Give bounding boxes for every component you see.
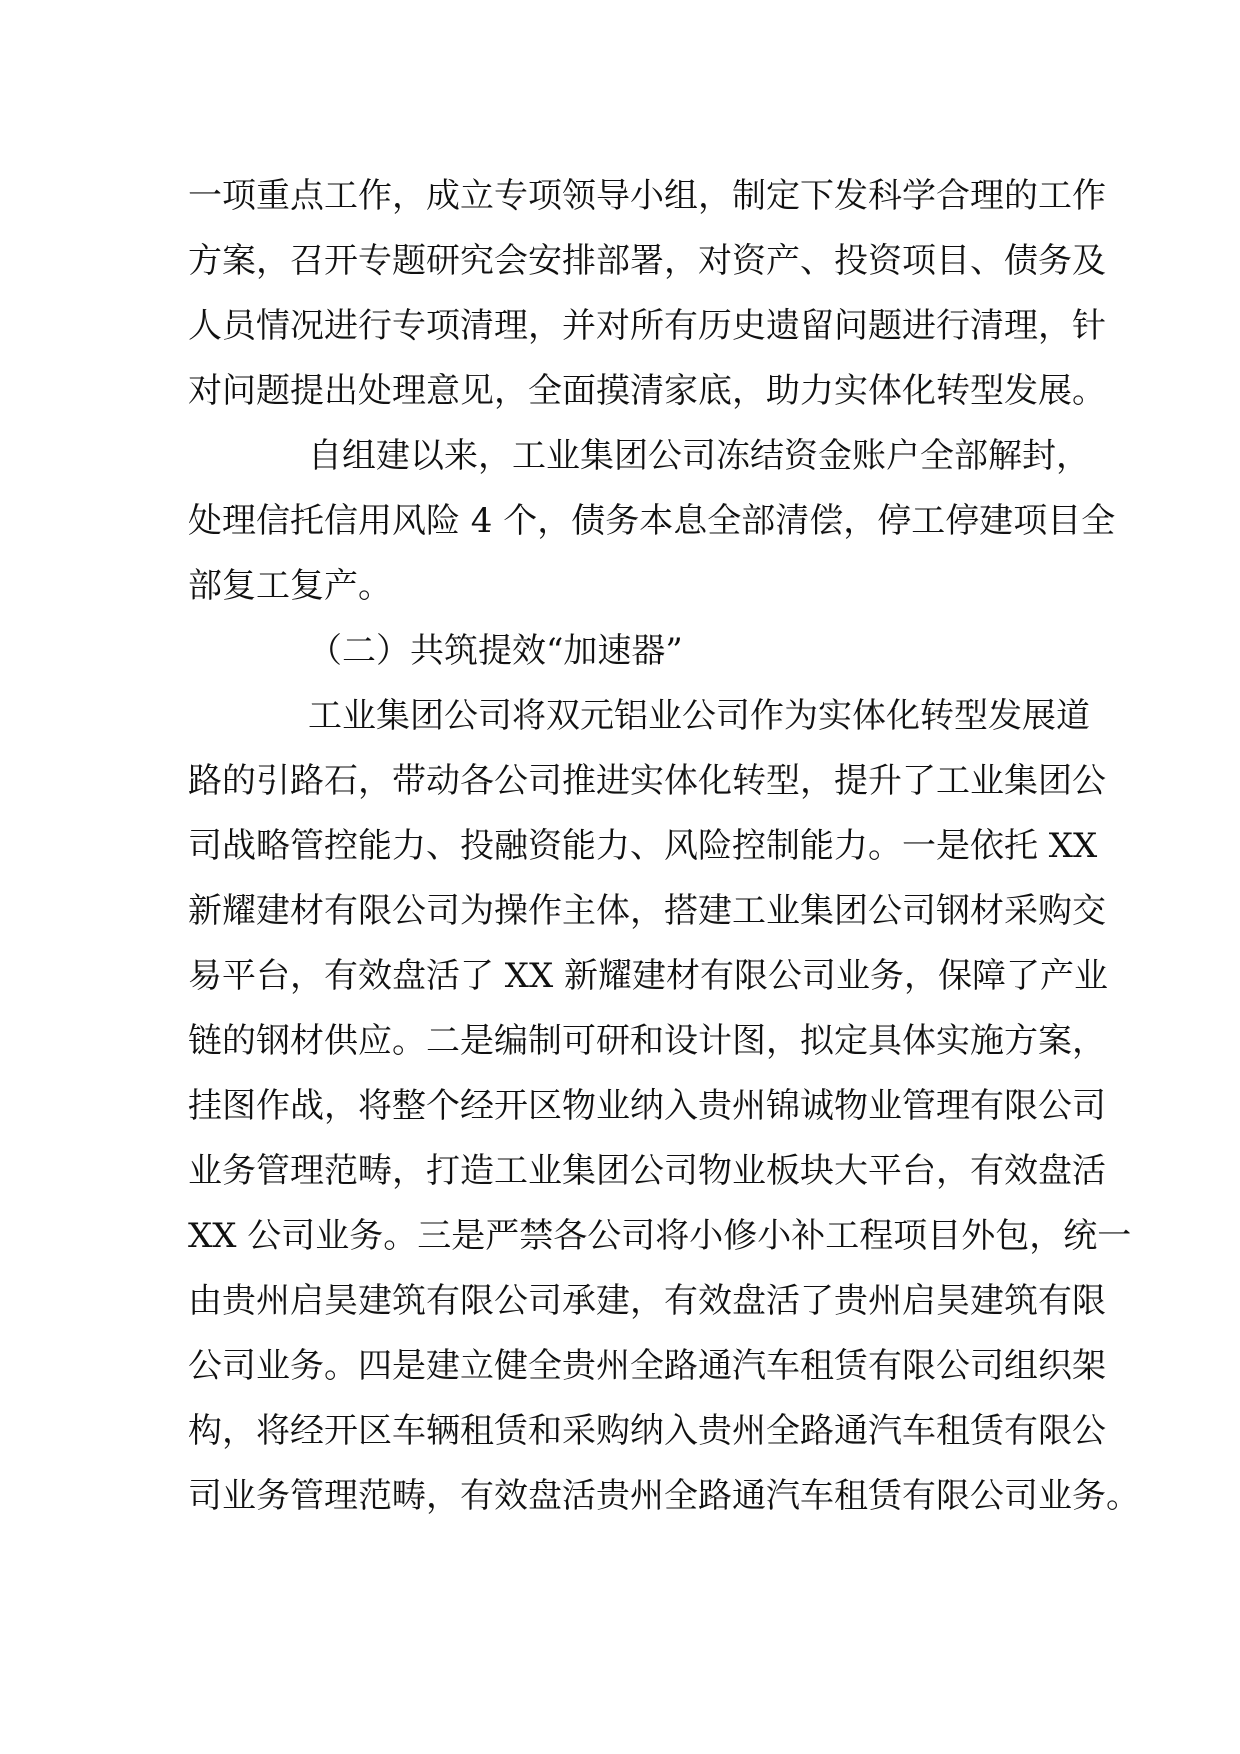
text-line: 人员情况进行专项清理，并对所有历史遗留问题进行清理，针 — [188, 306, 1106, 346]
text-line: 挂图作战，将整个经开区物业纳入贵州锦诚物业管理有限公司 — [188, 1086, 1106, 1126]
paragraph-cleanup — [188, 164, 1106, 424]
text-line: 路的引路石，带动各公司推进实体化转型，提升了工业集团公 — [188, 761, 1106, 801]
text-line: XX 公司业务。三是严禁各公司将小修小补工程项目外包，统一 — [188, 1216, 1132, 1256]
document-page — [188, 164, 1140, 1529]
text-line: 构，将经开区车辆租赁和采购纳入贵州全路通汽车租赁有限公 — [188, 1411, 1106, 1451]
text-line: 一项重点工作，成立专项领导小组，制定下发科学合理的工作 — [188, 176, 1106, 216]
paragraph-transformation — [188, 684, 1140, 1529]
text-line: 业务管理范畴，打造工业集团公司物业板块大平台，有效盘活 — [188, 1151, 1106, 1191]
text-line: 新耀建材有限公司为操作主体，搭建工业集团公司钢材采购交 — [188, 891, 1106, 931]
paragraph-results — [188, 424, 1116, 619]
text-line: 工业集团公司将双元铝业公司作为实体化转型发展道 — [308, 696, 1090, 736]
text-line: 易平台，有效盘活了 XX 新耀建材有限公司业务，保障了产业 — [188, 956, 1109, 996]
text-line: 对问题提出处理意见，全面摸清家底，助力实体化转型发展。 — [188, 371, 1106, 411]
text-line: 司业务管理范畴，有效盘活贵州全路通汽车租赁有限公司业务。 — [188, 1476, 1140, 1516]
text-line: 由贵州启昊建筑有限公司承建，有效盘活了贵州启昊建筑有限 — [188, 1281, 1106, 1321]
text-line: 司战略管控能力、投融资能力、风险控制能力。一是依托 XX — [188, 826, 1098, 866]
section-heading — [188, 619, 1068, 684]
text-line: 方案，召开专题研究会安排部署，对资产、投资项目、债务及 — [188, 241, 1106, 281]
text-line: 部复工复产。 — [188, 566, 392, 606]
text-line: 自组建以来，工业集团公司冻结资金账户全部解封， — [308, 436, 1090, 476]
text-line: 链的钢材供应。二是编制可研和设计图，拟定具体实施方案， — [188, 1021, 1106, 1061]
text-line: 公司业务。四是建立健全贵州全路通汽车租赁有限公司组织架 — [188, 1346, 1106, 1386]
heading-line: （二）共筑提效“加速器” — [308, 631, 683, 671]
text-line: 处理信托信用风险 4 个，债务本息全部清偿，停工停建项目全 — [188, 501, 1116, 541]
